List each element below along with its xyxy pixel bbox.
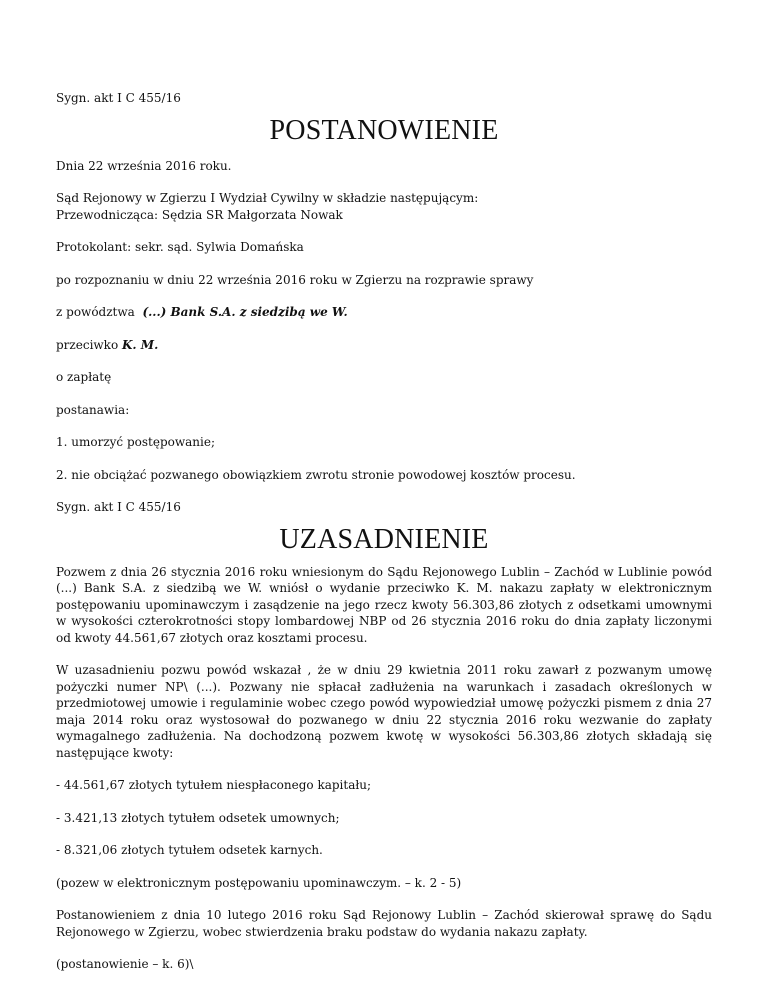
case-reference: Sygn. akt I C 455/16: [56, 500, 181, 514]
plaintiff-line: [56, 304, 712, 321]
ruling-item: 1. umorzyć postępowanie;: [56, 435, 215, 449]
plaintiff-name: (...) Bank S.A. z siedzibą we W.: [142, 305, 348, 319]
presiding-judge-line: Przewodnicząca: Sędzia SR Małgorzata Nowak: [56, 207, 343, 222]
citation: (pozew w elektronicznym postępowaniu upominawczym. – k. 2 - 5): [56, 875, 462, 890]
justification-paragraph: Postanowieniem z dnia 10 lutego 2016 roku Sąd Rejonowy Lublin – Zachód skierował sprawę do Sądu Rejonowego w Zgierzu, wobec stwierdzenia braku podstaw do wydania nakazu zapłaty.: [56, 908, 712, 939]
plaintiff-prefix: z powództwa: [56, 305, 135, 319]
defendant-line: [56, 337, 712, 354]
justification-paragraph: Pozwem z dnia 26 stycznia 2016 roku wniesionym do Sądu Rejonowego Lublin – Zachód w Lublinie powód (...) Bank S.A. z siedzibą we W. wniósł o wydanie przeciwko K. M. nakazu zapłaty w elektronicznym postępowaniu upominawczym i zasądzenie na jego rzecz kwoty 56.303,86 złotych z odsetkami umownymi w wysokości czterokrotności stopy lombardowej NBP od 26 stycznia 2016 roku do dnia zapłaty liczonymi od kwoty 44.561,67 złotych oraz kosztami procesu.: [56, 564, 712, 645]
citation: (postanowienie – k. 6)\: [56, 957, 194, 971]
hearing-line: po rozpoznaniu w dniu 22 września 2016 roku w Zgierzu na rozprawie sprawy: [56, 272, 534, 287]
decides-line: postanawia:: [56, 402, 130, 417]
court-composition: [56, 190, 712, 223]
defendant-prefix: przeciwko: [56, 337, 119, 352]
decision-title: POSTANOWIENIE: [269, 114, 499, 146]
ruling-item: 2. nie obciążać pozwanego obowiązkiem zwrotu stronie powodowej kosztów procesu.: [56, 467, 576, 482]
amount-item: - 44.561,67 złotych tytułem niespłaconego kapitału;: [56, 778, 372, 792]
case-reference: Sygn. akt I C 455/16: [56, 91, 181, 105]
defendant-name: K. M.: [122, 337, 159, 352]
amount-item: - 8.321,06 złotych tytułem odsetek karnych.: [56, 843, 323, 857]
amount-item: - 3.421,13 złotych tytułem odsetek umownych;: [56, 810, 340, 825]
justification-paragraph: W uzasadnieniu pozwu powód wskazał , że w dniu 29 kwietnia 2011 roku zawarł z pozwanym umowę pożyczki numer NP\ (...). Pozwany nie spłacał zadłużenia na warunkach i zasadach określonych w przedmiotowej umowie i regulaminie wobec czego powód wypowiedział umowę pożyczki pismem z dnia 27 maja 2014 roku oraz wystosował do pozwanego w dniu 22 stycznia 2016 roku wezwanie do zapłaty wymagalnego zadłużenia. Na dochodzoną pozwem kwotę w wysokości 56.303,86 złotych składają się następujące kwoty:: [56, 663, 712, 760]
court-line: Sąd Rejonowy w Zgierzu I Wydział Cywilny w składzie następującym:: [56, 191, 479, 205]
date-line: Dnia 22 września 2016 roku.: [56, 158, 232, 173]
subject-line: o zapłatę: [56, 370, 112, 384]
justification-title: UZASADNIENIE: [279, 523, 489, 555]
document-page: [56, 90, 712, 989]
clerk-line: Protokolant: sekr. sąd. Sylwia Domańska: [56, 240, 304, 254]
